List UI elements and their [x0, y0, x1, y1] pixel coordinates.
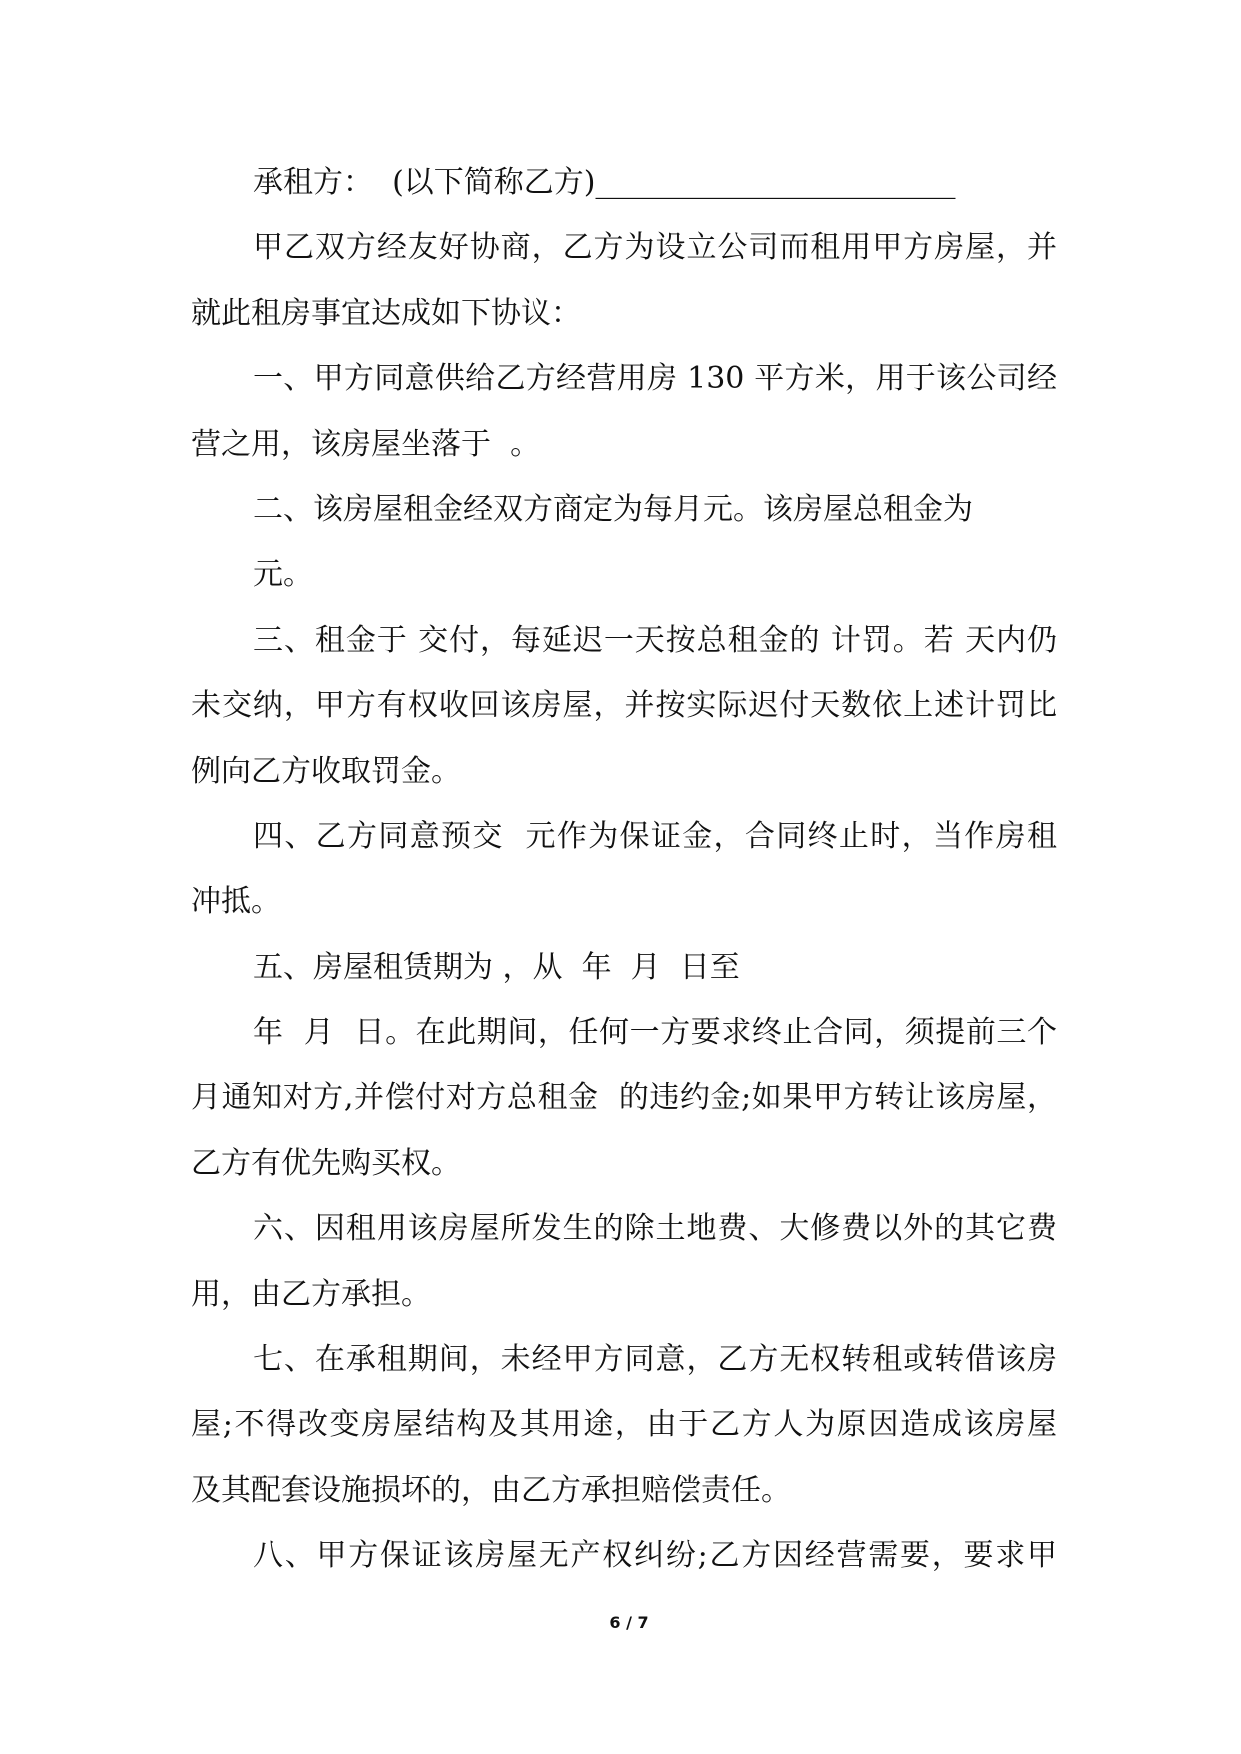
text-line: 用，由乙方承担。: [191, 1276, 431, 1312]
text-line: 冲抵。: [191, 884, 281, 920]
paragraph-clause-2: [191, 477, 1057, 542]
text-line: 例向乙方收取罚金。: [191, 753, 461, 789]
text-line: 就此租房事宜达成如下协议：: [191, 295, 581, 331]
paragraph-clause-3: [191, 608, 1057, 804]
page-number: 6 / 7: [609, 1613, 649, 1632]
paragraph-clause-5: [191, 935, 1057, 1000]
text-line: 甲乙双方经友好协商，乙方为设立公司而租用甲方房屋，并: [253, 230, 1057, 266]
paragraph-clause-7: [191, 1327, 1057, 1523]
paragraph-clause-2-amount: [191, 542, 1057, 607]
text-line: 二、该房屋租金经双方商定为每月元。该房屋总租金为: [253, 491, 973, 527]
text-line: 六、因租用该房屋所发生的除土地费、大修费以外的其它费: [253, 1211, 1057, 1247]
text-line: 四、乙方同意预交 元作为保证金，合同终止时，当作房租: [253, 818, 1057, 854]
text-line: 七、在承租期间，未经甲方同意，乙方无权转租或转借该房: [253, 1342, 1057, 1378]
text-line: 营之用，该房屋坐落于 。: [191, 426, 541, 462]
text-line: 五、房屋租赁期为 ，从 年 月 日至: [253, 949, 740, 985]
paragraph-clause-8: [191, 1523, 1057, 1588]
text-line: 及其配套设施损坏的，由乙方承担赔偿责任。: [191, 1472, 791, 1508]
paragraph-clause-5-term: [191, 1000, 1057, 1196]
text-line: 月通知对方,并偿付对方总租金 的违约金;如果甲方转让该房屋，: [191, 1080, 1057, 1116]
paragraph-lessee: [191, 150, 1057, 215]
document-body: [191, 150, 1057, 1589]
text-line: 屋;不得改变房屋结构及其用途，由于乙方人为原因造成该房屋: [191, 1407, 1057, 1443]
text-line: 承租方： (以下简称乙方)________________________: [253, 165, 956, 200]
text-line: 八、甲方保证该房屋无产权纠纷;乙方因经营需要，要求甲: [253, 1538, 1057, 1574]
paragraph-clause-1: [191, 346, 1057, 477]
text-line: 元。: [253, 557, 313, 593]
paragraph-clause-4: [191, 804, 1057, 935]
text-line: 未交纳，甲方有权收回该房屋，并按实际迟付天数依上述计罚比: [191, 688, 1057, 724]
text-line: 年 月 日。在此期间，任何一方要求终止合同，须提前三个: [253, 1015, 1057, 1051]
text-line: 三、租金于 交付，每延迟一天按总租金的 计罚。若 天内仍: [253, 622, 1057, 658]
text-line: 一、甲方同意供给乙方经营用房 130 平方米，用于该公司经: [253, 361, 1057, 397]
text-line: 乙方有优先购买权。: [191, 1145, 461, 1181]
paragraph-preamble: [191, 215, 1057, 346]
paragraph-clause-6: [191, 1196, 1057, 1327]
